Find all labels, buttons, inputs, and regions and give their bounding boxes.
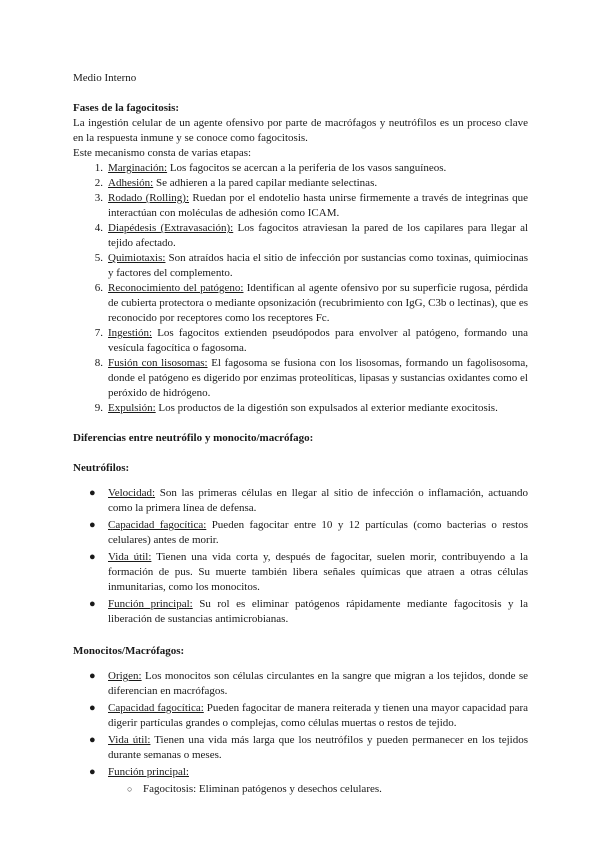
list-item: [73, 733, 528, 763]
list-item: [73, 597, 528, 627]
list-number: 4.: [94, 222, 103, 234]
term-label: Reconocimiento del patógeno:: [108, 282, 244, 294]
intro-paragraph: La ingestión celular de un agente ofensivo por parte de macrófagos y neutrófilos es un proceso clave en la respuesta inmune y se conoce como fagocitosis.: [73, 117, 528, 144]
monocytes-sublist: [73, 782, 528, 797]
term-text: Tienen una vida corta y, después de fagocitar, suelen morir, contribuyendo a la formación de pus. Su muerte también libera señales químicas que atraen a otras células inmunitarias, como los monocitos.: [108, 551, 528, 593]
list-item: [73, 518, 528, 548]
document-body: [73, 71, 528, 797]
monocytes-list: [73, 669, 528, 780]
sub-list-item: [73, 782, 528, 797]
term-label: Vida útil:: [108, 551, 152, 563]
term-text: Los monocitos son células circulantes en la sangre que migran a los tejidos, donde se diferencian en macrófagos.: [108, 670, 528, 697]
lead-paragraph: Este mecanismo consta de varias etapas:: [73, 147, 252, 159]
phases-list: [73, 161, 528, 416]
term-label: Diapédesis (Extravasación):: [108, 222, 234, 234]
list-item: [73, 176, 528, 191]
term-label: Velocidad:: [108, 487, 156, 499]
term-text: Son atraídos hacia el sitio de infección por sustancias como toxinas, quimiocinas y factores del complemento.: [108, 252, 528, 279]
term-text: Son las primeras células en llegar al sitio de infección o inflamación, actuando como la primera línea de defensa.: [108, 487, 528, 514]
term-label: Rodado (Rolling):: [108, 192, 190, 204]
list-item: [73, 356, 528, 401]
list-item: [73, 401, 528, 416]
list-item: [73, 251, 528, 281]
neutrophils-list: [73, 486, 528, 627]
term-label: Función principal:: [108, 598, 193, 610]
section-heading-fagocitosis: Fases de la fagocitosis:: [73, 102, 180, 114]
bullet-icon: ●: [89, 519, 96, 531]
spacer: [73, 476, 528, 486]
list-number: 6.: [94, 282, 103, 294]
list-number: 9.: [94, 402, 103, 414]
list-item: [73, 221, 528, 251]
term-label: Marginación:: [108, 162, 168, 174]
term-label: Origen:: [108, 670, 142, 682]
list-item: [73, 191, 528, 221]
bullet-icon: ●: [89, 670, 96, 682]
term-text: El fagosoma se fusiona con los lisosomas, formando un fagolisosoma, donde el patógeno es digerido por enzimas proteolíticas, lipasas y sustancias oxidantes como el peróxido de hidrógeno.: [108, 357, 528, 399]
list-number: 8.: [94, 357, 103, 369]
list-item: [73, 326, 528, 356]
bullet-icon: ●: [89, 766, 96, 778]
term-label: Adhesión:: [108, 177, 154, 189]
term-text: Su rol es eliminar patógenos rápidamente mediante fagocitosis y la liberación de sustancias antimicrobianas.: [108, 598, 528, 625]
list-item: [73, 486, 528, 516]
term-label: Capacidad fagocítica:: [108, 519, 207, 531]
list-item: [73, 161, 528, 176]
term-label: Quimiotaxis:: [108, 252, 166, 264]
term-text: Los fagocitos se acercan a la periferia de los vasos sanguíneos.: [167, 162, 447, 174]
term-text: Ruedan por el endotelio hasta unirse firmemente a través de integrinas que interactúan con moléculas de adhesión como ICAM.: [108, 192, 528, 219]
sub-item-text: Fagocitosis: Eliminan patógenos y desechos celulares.: [143, 783, 382, 795]
list-item: [73, 669, 528, 699]
list-number: 5.: [94, 252, 103, 264]
bullet-icon: ●: [89, 598, 96, 610]
bullet-icon: ●: [89, 487, 96, 499]
bullet-icon: ●: [89, 734, 96, 746]
term-text: Identifican al agente ofensivo por su superficie rugosa, pérdida de cubierta protectora o mediante opsonización (recubrimiento con IgG, C3b o lectinas), que es reconocido por receptores como los receptores Fc.: [108, 282, 528, 324]
term-text: Se adhieren a la pared capilar mediante selectinas.: [153, 177, 378, 189]
term-text: Pueden fagocitar entre 10 y 12 partículas (como bacterias o restos celulares) antes de morir.: [108, 519, 528, 546]
bullet-icon: ●: [89, 702, 96, 714]
document-title: Medio Interno: [73, 72, 137, 84]
term-text: Tienen una vida más larga que los neutrófilos y pueden permanecer en los tejidos durante semanas o meses.: [108, 734, 528, 761]
section-heading-diferencias: Diferencias entre neutrófilo y monocito/macrófago:: [73, 432, 314, 444]
subheading-monocitos: Monocitos/Macrófagos:: [73, 645, 185, 657]
term-label: Capacidad fagocítica:: [108, 702, 204, 714]
spacer: [73, 446, 528, 461]
term-label: Expulsión:: [108, 402, 156, 414]
term-label: Fusión con lisosomas:: [108, 357, 208, 369]
term-text: Los fagocitos extienden pseudópodos para envolver al patógeno, formando una vesícula fagocítica o fagosoma.: [108, 327, 528, 354]
list-number: 7.: [94, 327, 103, 339]
bullet-icon: ●: [89, 551, 96, 563]
list-item: [73, 765, 528, 780]
list-number: 1.: [94, 162, 103, 174]
term-text: Pueden fagocitar de manera reiterada y tienen una mayor capacidad para digerir partículas grandes o complejas, como células muertas o restos de tejido.: [108, 702, 528, 729]
spacer: [73, 659, 528, 669]
subheading-neutrofilos: Neutrófilos:: [73, 462, 130, 474]
spacer: [73, 629, 528, 644]
list-item: [73, 701, 528, 731]
list-number: 2.: [94, 177, 103, 189]
term-text: Los productos de la digestión son expulsados al exterior mediante exocitosis.: [155, 402, 498, 414]
term-label: Vida útil:: [108, 734, 151, 746]
list-number: 3.: [94, 192, 103, 204]
list-item: [73, 281, 528, 326]
term-text: Los fagocitos atraviesan la pared de los capilares para llegar al tejido afectado.: [108, 222, 529, 249]
term-label: Función principal:: [108, 766, 189, 778]
list-item: [73, 550, 528, 595]
term-label: Ingestión:: [108, 327, 152, 339]
spacer: [73, 416, 528, 431]
circle-bullet-icon: ○: [127, 784, 133, 794]
